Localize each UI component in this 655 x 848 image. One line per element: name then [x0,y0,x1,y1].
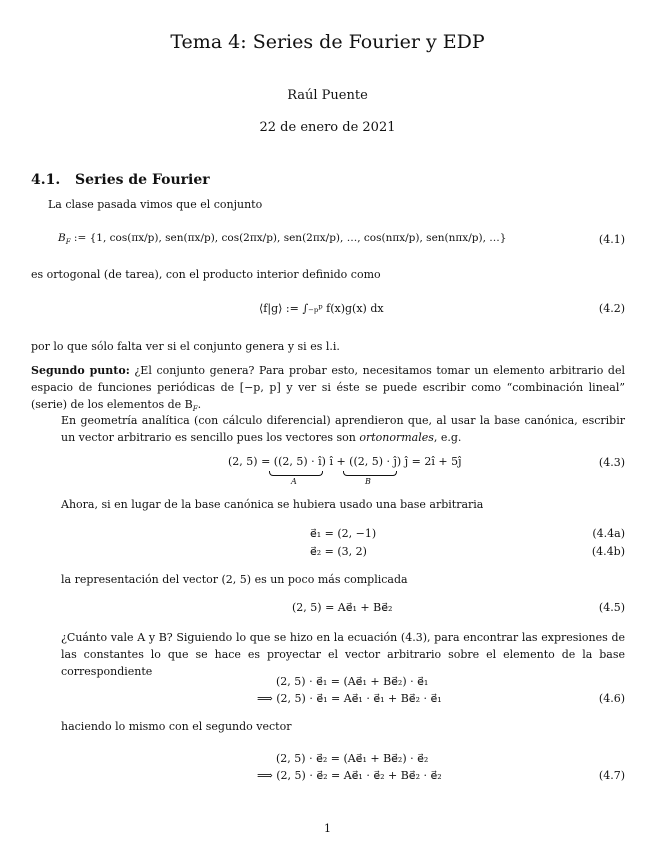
paragraph-arbitrary-base: Ahora, si en lugar de la base canónica se hubiera usado una base arbitraria [61,498,484,511]
equation-4-5: (2, 5) = Ae⃗₁ + Be⃗₂ [292,601,393,614]
equation-4-6b: ⟹ (2, 5) · e⃗₁ = Ae⃗₁ · e⃗₁ + Be⃗₂ · e⃗₁ [257,692,442,705]
equation-4-4b: e⃗₂ = (3, 2) [310,545,367,558]
eq-4-1-sub: F [65,238,71,247]
equation-4-2: ⟨f|g⟩ := ∫₋ₚᵖ f(x)g(x) dx [259,302,384,315]
underbrace-a-label: A [291,477,297,486]
underbrace-b-label: B [365,477,371,486]
eq-number-4-4a: (4.4a) [592,527,625,540]
geometry-text: En geometría analítica (con cálculo diferencial) aprendieron que, al usar la base canónica, escribir un vector arbitrario es sencillo pues los vectores son [61,414,625,444]
equation-4-7b: ⟹ (2, 5) · e⃗₂ = Ae⃗₁ · e⃗₂ + Be⃗₂ · e⃗₂ [257,769,442,782]
page-number: 1 [324,822,331,835]
eq-number-4-7: (4.7) [598,769,625,782]
document-date: 22 de enero de 2021 [259,120,396,135]
equation-4-6a: (2, 5) · e⃗₁ = (Ae⃗₁ + Be⃗₂) · e⃗₁ [276,675,429,688]
paragraph-segundo-punto: Segundo punto: ¿El conjunto genera? Para probar esto, necesitamos tomar un elemento arbitrario del espacio de funciones periódicas de [−p, p] y ver si éste se puede escribir como “combinación lineal” (serie) de los elementos de $B_F$. [31,364,625,414]
document-title: Tema 4: Series de Fourier y EDP [170,31,485,53]
eq-number-4-4b: (4.4b) [591,545,625,558]
eq-number-4-3: (4.3) [598,456,625,469]
eq-number-4-5: (4.5) [598,601,625,614]
eq-4-1-body: := {1, cos(πx/p), sen(πx/p), cos(2πx/p), sen(2πx/p), …, cos(nπx/p), sen(nπx/p), …} [73,232,507,244]
underbrace-b [343,471,397,476]
equation-4-3: (2, 5) = ((2, 5) · î) î + ((2, 5) · ĵ) ĵ = 2î + 5ĵ [228,455,462,468]
section-title: Series de Fourier [75,172,210,188]
underbrace-a [269,471,323,476]
paragraph-intro: La clase pasada vimos que el conjunto [48,198,263,211]
paragraph-second-vector: haciendo lo mismo con el segundo vector [61,720,292,733]
section-heading [31,172,210,188]
equation-4-4a: e⃗₁ = (2, −1) [310,527,377,540]
eq-number-4-1: (4.1) [598,233,625,246]
eq-number-4-2: (4.2) [598,302,625,315]
document-author: Raúl Puente [287,88,368,103]
paragraph-orthogonal: es ortogonal (de tarea), con el producto interior definido como [31,268,381,281]
geometry-emphasis: ortonormales [359,431,434,444]
paragraph-representation: la representación del vector (2, 5) es un poco más complicada [61,573,408,586]
geometry-end: , e.g. [433,431,462,444]
paragraph-generates: por lo que sólo falta ver si el conjunto genera y si es l.i. [31,340,340,353]
eq-number-4-6: (4.6) [598,692,625,705]
paragraph-how-much: ¿Cuánto vale A y B? Siguiendo lo que se hizo en la ecuación (4.3), para encontrar las expresiones de las constantes lo que se hace es proyectar el vector arbitrario sobre el elemento de la base correspondiente [61,631,625,678]
section-number: 4.1. [31,172,61,188]
equation-4-1 [58,232,506,246]
paragraph-geometry [61,412,625,446]
equation-4-7a: (2, 5) · e⃗₂ = (Ae⃗₁ + Be⃗₂) · e⃗₂ [276,752,429,765]
segundo-punto-label: Segundo punto: [31,364,130,377]
eq-4-1-lhs: B [58,232,66,244]
segundo-punto-text: ¿El conjunto genera? Para probar esto, necesitamos tomar un elemento arbitrario del espacio de funciones periódicas de [−p, p] y ver si éste se puede escribir como “combinación lineal” (serie) de los elementos de B [31,364,625,411]
